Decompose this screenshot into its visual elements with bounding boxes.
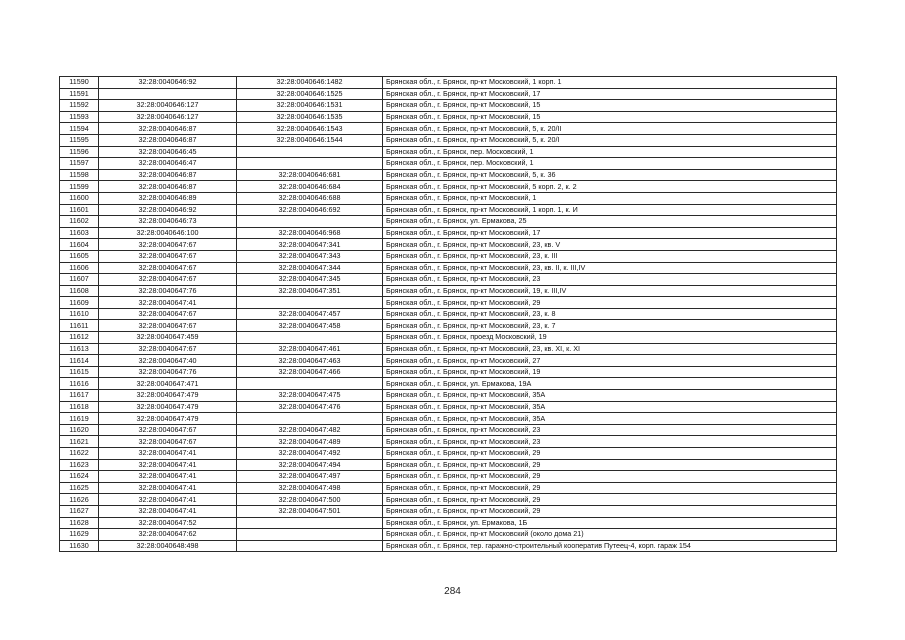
- parcel-number-cell: 32:28:0040647:500: [237, 494, 383, 506]
- parcel-number-cell: [237, 158, 383, 170]
- address-cell: Брянская обл., г. Брянск, пр-кт Московский, 17: [383, 88, 837, 100]
- table-row: [60, 436, 837, 448]
- quarter-number-cell: 32:28:0040647:62: [99, 529, 237, 541]
- address-cell: Брянская обл., г. Брянск, проезд Московский, 19: [383, 332, 837, 344]
- row-number-cell: 11607: [60, 274, 99, 286]
- quarter-number-cell: 32:28:0040646:87: [99, 134, 237, 146]
- parcel-number-cell: [237, 413, 383, 425]
- address-cell: Брянская обл., г. Брянск, пр-кт Московский, 5, к. 20/I: [383, 134, 837, 146]
- address-cell: Брянская обл., г. Брянск, пр-кт Московский, 23, к. 8: [383, 308, 837, 320]
- address-cell: Брянская обл., г. Брянск, пр-кт Московский, 23, кв. V: [383, 239, 837, 251]
- table-row: [60, 448, 837, 460]
- table-row: [60, 517, 837, 529]
- table-row: [60, 378, 837, 390]
- parcel-number-cell: 32:28:0040647:463: [237, 355, 383, 367]
- parcel-number-cell: 32:28:0040646:684: [237, 181, 383, 193]
- parcel-number-cell: [237, 378, 383, 390]
- address-cell: Брянская обл., г. Брянск, ул. Ермакова, 1Б: [383, 517, 837, 529]
- address-cell: Брянская обл., г. Брянск, пр-кт Московский, 5 корп. 2, к. 2: [383, 181, 837, 193]
- table-row: [60, 274, 837, 286]
- parcel-number-cell: 32:28:0040647:498: [237, 482, 383, 494]
- row-number-cell: 11608: [60, 285, 99, 297]
- table-row: [60, 262, 837, 274]
- row-number-cell: 11610: [60, 308, 99, 320]
- row-number-cell: 11620: [60, 424, 99, 436]
- row-number-cell: 11599: [60, 181, 99, 193]
- row-number-cell: 11597: [60, 158, 99, 170]
- cadastral-table: [59, 76, 837, 552]
- table-row: [60, 285, 837, 297]
- address-cell: Брянская обл., г. Брянск, пр-кт Московский, 29: [383, 448, 837, 460]
- table-row: [60, 459, 837, 471]
- address-cell: Брянская обл., г. Брянск, пр-кт Московский, 27: [383, 355, 837, 367]
- quarter-number-cell: 32:28:0040647:67: [99, 262, 237, 274]
- address-cell: Брянская обл., г. Брянск, пр-кт Московский, 29: [383, 494, 837, 506]
- address-cell: Брянская обл., г. Брянск, пр-кт Московский, 5, к. 36: [383, 169, 837, 181]
- row-number-cell: 11591: [60, 88, 99, 100]
- address-cell: Брянская обл., г. Брянск, пр-кт Московский, 29: [383, 471, 837, 483]
- table-row: [60, 471, 837, 483]
- table-row: [60, 123, 837, 135]
- table-row: [60, 239, 837, 251]
- quarter-number-cell: 32:28:0040648:498: [99, 540, 237, 552]
- table-row: [60, 297, 837, 309]
- row-number-cell: 11593: [60, 111, 99, 123]
- row-number-cell: 11590: [60, 77, 99, 89]
- table-row: [60, 401, 837, 413]
- parcel-number-cell: 32:28:0040647:351: [237, 285, 383, 297]
- row-number-cell: 11622: [60, 448, 99, 460]
- row-number-cell: 11596: [60, 146, 99, 158]
- table-row: [60, 494, 837, 506]
- table-row: [60, 413, 837, 425]
- quarter-number-cell: 32:28:0040647:67: [99, 424, 237, 436]
- row-number-cell: 11609: [60, 297, 99, 309]
- quarter-number-cell: 32:28:0040647:479: [99, 401, 237, 413]
- address-cell: Брянская обл., г. Брянск, пер. Московский, 1: [383, 158, 837, 170]
- quarter-number-cell: 32:28:0040647:41: [99, 494, 237, 506]
- quarter-number-cell: [99, 88, 237, 100]
- row-number-cell: 11613: [60, 343, 99, 355]
- row-number-cell: 11619: [60, 413, 99, 425]
- parcel-number-cell: 32:28:0040646:1482: [237, 77, 383, 89]
- parcel-number-cell: 32:28:0040646:1525: [237, 88, 383, 100]
- parcel-number-cell: 32:28:0040646:692: [237, 204, 383, 216]
- row-number-cell: 11624: [60, 471, 99, 483]
- quarter-number-cell: 32:28:0040647:41: [99, 505, 237, 517]
- table-row: [60, 100, 837, 112]
- address-cell: Брянская обл., г. Брянск, пер. Московский, 1: [383, 146, 837, 158]
- address-cell: Брянская обл., г. Брянск, пр-кт Московский, 35А: [383, 413, 837, 425]
- quarter-number-cell: 32:28:0040647:479: [99, 413, 237, 425]
- row-number-cell: 11617: [60, 390, 99, 402]
- table-row: [60, 169, 837, 181]
- address-cell: Брянская обл., г. Брянск, пр-кт Московский, 23: [383, 424, 837, 436]
- table-row: [60, 181, 837, 193]
- parcel-number-cell: [237, 332, 383, 344]
- address-cell: Брянская обл., г. Брянск, пр-кт Московский, 29: [383, 482, 837, 494]
- quarter-number-cell: 32:28:0040646:89: [99, 192, 237, 204]
- row-number-cell: 11606: [60, 262, 99, 274]
- parcel-number-cell: 32:28:0040647:476: [237, 401, 383, 413]
- table-row: [60, 227, 837, 239]
- row-number-cell: 11594: [60, 123, 99, 135]
- parcel-number-cell: 32:28:0040647:482: [237, 424, 383, 436]
- address-cell: Брянская обл., г. Брянск, пр-кт Московский, 35А: [383, 401, 837, 413]
- quarter-number-cell: 32:28:0040646:127: [99, 111, 237, 123]
- address-cell: Брянская обл., г. Брянск, пр-кт Московский, 1: [383, 192, 837, 204]
- row-number-cell: 11603: [60, 227, 99, 239]
- quarter-number-cell: 32:28:0040647:67: [99, 308, 237, 320]
- address-cell: Брянская обл., г. Брянск, пр-кт Московский, 17: [383, 227, 837, 239]
- parcel-number-cell: 32:28:0040647:457: [237, 308, 383, 320]
- address-cell: Брянская обл., г. Брянск, пр-кт Московский, 23, кв. XI, к. XI: [383, 343, 837, 355]
- quarter-number-cell: 32:28:0040647:41: [99, 459, 237, 471]
- parcel-number-cell: 32:28:0040646:1543: [237, 123, 383, 135]
- parcel-number-cell: [237, 146, 383, 158]
- parcel-number-cell: 32:28:0040647:492: [237, 448, 383, 460]
- row-number-cell: 11623: [60, 459, 99, 471]
- address-cell: Брянская обл., г. Брянск, тер. гаражно-строительный кооператив Путеец-4, корп. гараж 154: [383, 540, 837, 552]
- quarter-number-cell: 32:28:0040646:127: [99, 100, 237, 112]
- parcel-number-cell: 32:28:0040646:1535: [237, 111, 383, 123]
- quarter-number-cell: 32:28:0040647:41: [99, 482, 237, 494]
- address-cell: Брянская обл., г. Брянск, пр-кт Московский, 23: [383, 436, 837, 448]
- row-number-cell: 11626: [60, 494, 99, 506]
- address-cell: Брянская обл., г. Брянск, пр-кт Московский (около дома 21): [383, 529, 837, 541]
- address-cell: Брянская обл., г. Брянск, пр-кт Московский, 15: [383, 111, 837, 123]
- table-row: [60, 111, 837, 123]
- parcel-number-cell: 32:28:0040647:461: [237, 343, 383, 355]
- row-number-cell: 11614: [60, 355, 99, 367]
- row-number-cell: 11600: [60, 192, 99, 204]
- table-row: [60, 308, 837, 320]
- address-cell: Брянская обл., г. Брянск, пр-кт Московский, 23, к. III: [383, 250, 837, 262]
- parcel-number-cell: 32:28:0040646:681: [237, 169, 383, 181]
- address-cell: Брянская обл., г. Брянск, пр-кт Московский, 19: [383, 366, 837, 378]
- row-number-cell: 11602: [60, 216, 99, 228]
- table-row: [60, 424, 837, 436]
- row-number-cell: 11605: [60, 250, 99, 262]
- table-row: [60, 540, 837, 552]
- address-cell: Брянская обл., г. Брянск, пр-кт Московский, 23, к. 7: [383, 320, 837, 332]
- quarter-number-cell: 32:28:0040646:87: [99, 169, 237, 181]
- quarter-number-cell: 32:28:0040647:459: [99, 332, 237, 344]
- row-number-cell: 11618: [60, 401, 99, 413]
- table-row: [60, 204, 837, 216]
- address-cell: Брянская обл., г. Брянск, пр-кт Московский, 1 корп. 1: [383, 77, 837, 89]
- row-number-cell: 11628: [60, 517, 99, 529]
- quarter-number-cell: 32:28:0040647:76: [99, 285, 237, 297]
- table-row: [60, 343, 837, 355]
- parcel-number-cell: 32:28:0040647:341: [237, 239, 383, 251]
- table-row: [60, 250, 837, 262]
- parcel-number-cell: [237, 540, 383, 552]
- address-cell: Брянская обл., г. Брянск, пр-кт Московский, 19, к. III,IV: [383, 285, 837, 297]
- quarter-number-cell: 32:28:0040647:67: [99, 250, 237, 262]
- parcel-number-cell: 32:28:0040647:497: [237, 471, 383, 483]
- address-cell: Брянская обл., г. Брянск, ул. Ермакова, 19А: [383, 378, 837, 390]
- row-number-cell: 11615: [60, 366, 99, 378]
- page-number: 284: [444, 586, 461, 597]
- quarter-number-cell: 32:28:0040646:92: [99, 77, 237, 89]
- parcel-number-cell: 32:28:0040647:343: [237, 250, 383, 262]
- quarter-number-cell: 32:28:0040646:47: [99, 158, 237, 170]
- parcel-number-cell: 32:28:0040647:458: [237, 320, 383, 332]
- address-cell: Брянская обл., г. Брянск, пр-кт Московский, 29: [383, 297, 837, 309]
- quarter-number-cell: 32:28:0040647:40: [99, 355, 237, 367]
- quarter-number-cell: 32:28:0040646:87: [99, 181, 237, 193]
- quarter-number-cell: 32:28:0040647:41: [99, 297, 237, 309]
- address-cell: Брянская обл., г. Брянск, пр-кт Московский, 29: [383, 459, 837, 471]
- table-row: [60, 216, 837, 228]
- row-number-cell: 11601: [60, 204, 99, 216]
- address-cell: Брянская обл., г. Брянск, пр-кт Московский, 23: [383, 274, 837, 286]
- parcel-number-cell: 32:28:0040647:344: [237, 262, 383, 274]
- quarter-number-cell: 32:28:0040646:100: [99, 227, 237, 239]
- table-row: [60, 366, 837, 378]
- table-row: [60, 320, 837, 332]
- quarter-number-cell: 32:28:0040647:67: [99, 274, 237, 286]
- parcel-number-cell: [237, 517, 383, 529]
- row-number-cell: 11598: [60, 169, 99, 181]
- table-body: [60, 77, 837, 552]
- quarter-number-cell: 32:28:0040646:73: [99, 216, 237, 228]
- parcel-number-cell: 32:28:0040646:1544: [237, 134, 383, 146]
- quarter-number-cell: 32:28:0040647:52: [99, 517, 237, 529]
- row-number-cell: 11604: [60, 239, 99, 251]
- table-row: [60, 505, 837, 517]
- table-row: [60, 355, 837, 367]
- address-cell: Брянская обл., г. Брянск, ул. Ермакова, 25: [383, 216, 837, 228]
- table-row: [60, 482, 837, 494]
- address-cell: Брянская обл., г. Брянск, пр-кт Московский, 15: [383, 100, 837, 112]
- quarter-number-cell: 32:28:0040647:471: [99, 378, 237, 390]
- parcel-number-cell: 32:28:0040647:494: [237, 459, 383, 471]
- address-cell: Брянская обл., г. Брянск, пр-кт Московский, 1 корп. 1, к. И: [383, 204, 837, 216]
- address-cell: Брянская обл., г. Брянск, пр-кт Московский, 5, к. 20/II: [383, 123, 837, 135]
- table-row: [60, 390, 837, 402]
- table-row: [60, 158, 837, 170]
- row-number-cell: 11629: [60, 529, 99, 541]
- quarter-number-cell: 32:28:0040647:67: [99, 239, 237, 251]
- address-cell: Брянская обл., г. Брянск, пр-кт Московский, 35А: [383, 390, 837, 402]
- table-row: [60, 332, 837, 344]
- table-row: [60, 192, 837, 204]
- quarter-number-cell: 32:28:0040647:76: [99, 366, 237, 378]
- parcel-number-cell: [237, 216, 383, 228]
- table-row: [60, 88, 837, 100]
- row-number-cell: 11630: [60, 540, 99, 552]
- parcel-number-cell: 32:28:0040647:345: [237, 274, 383, 286]
- table-row: [60, 529, 837, 541]
- quarter-number-cell: 32:28:0040647:41: [99, 448, 237, 460]
- table-row: [60, 146, 837, 158]
- parcel-number-cell: 32:28:0040647:475: [237, 390, 383, 402]
- quarter-number-cell: 32:28:0040647:41: [99, 471, 237, 483]
- parcel-number-cell: 32:28:0040646:688: [237, 192, 383, 204]
- parcel-number-cell: [237, 297, 383, 309]
- parcel-number-cell: 32:28:0040647:489: [237, 436, 383, 448]
- row-number-cell: 11627: [60, 505, 99, 517]
- parcel-number-cell: 32:28:0040647:466: [237, 366, 383, 378]
- row-number-cell: 11625: [60, 482, 99, 494]
- quarter-number-cell: 32:28:0040647:479: [99, 390, 237, 402]
- row-number-cell: 11621: [60, 436, 99, 448]
- table-row: [60, 134, 837, 146]
- parcel-number-cell: 32:28:0040646:1531: [237, 100, 383, 112]
- row-number-cell: 11616: [60, 378, 99, 390]
- parcel-number-cell: 32:28:0040646:968: [237, 227, 383, 239]
- address-cell: Брянская обл., г. Брянск, пр-кт Московский, 23, кв. II, к. III,IV: [383, 262, 837, 274]
- quarter-number-cell: 32:28:0040646:45: [99, 146, 237, 158]
- table-row: [60, 77, 837, 89]
- quarter-number-cell: 32:28:0040647:67: [99, 320, 237, 332]
- quarter-number-cell: 32:28:0040647:67: [99, 436, 237, 448]
- row-number-cell: 11595: [60, 134, 99, 146]
- row-number-cell: 11612: [60, 332, 99, 344]
- address-cell: Брянская обл., г. Брянск, пр-кт Московский, 29: [383, 505, 837, 517]
- parcel-number-cell: [237, 529, 383, 541]
- quarter-number-cell: 32:28:0040646:87: [99, 123, 237, 135]
- quarter-number-cell: 32:28:0040646:92: [99, 204, 237, 216]
- quarter-number-cell: 32:28:0040647:67: [99, 343, 237, 355]
- parcel-number-cell: 32:28:0040647:501: [237, 505, 383, 517]
- row-number-cell: 11592: [60, 100, 99, 112]
- row-number-cell: 11611: [60, 320, 99, 332]
